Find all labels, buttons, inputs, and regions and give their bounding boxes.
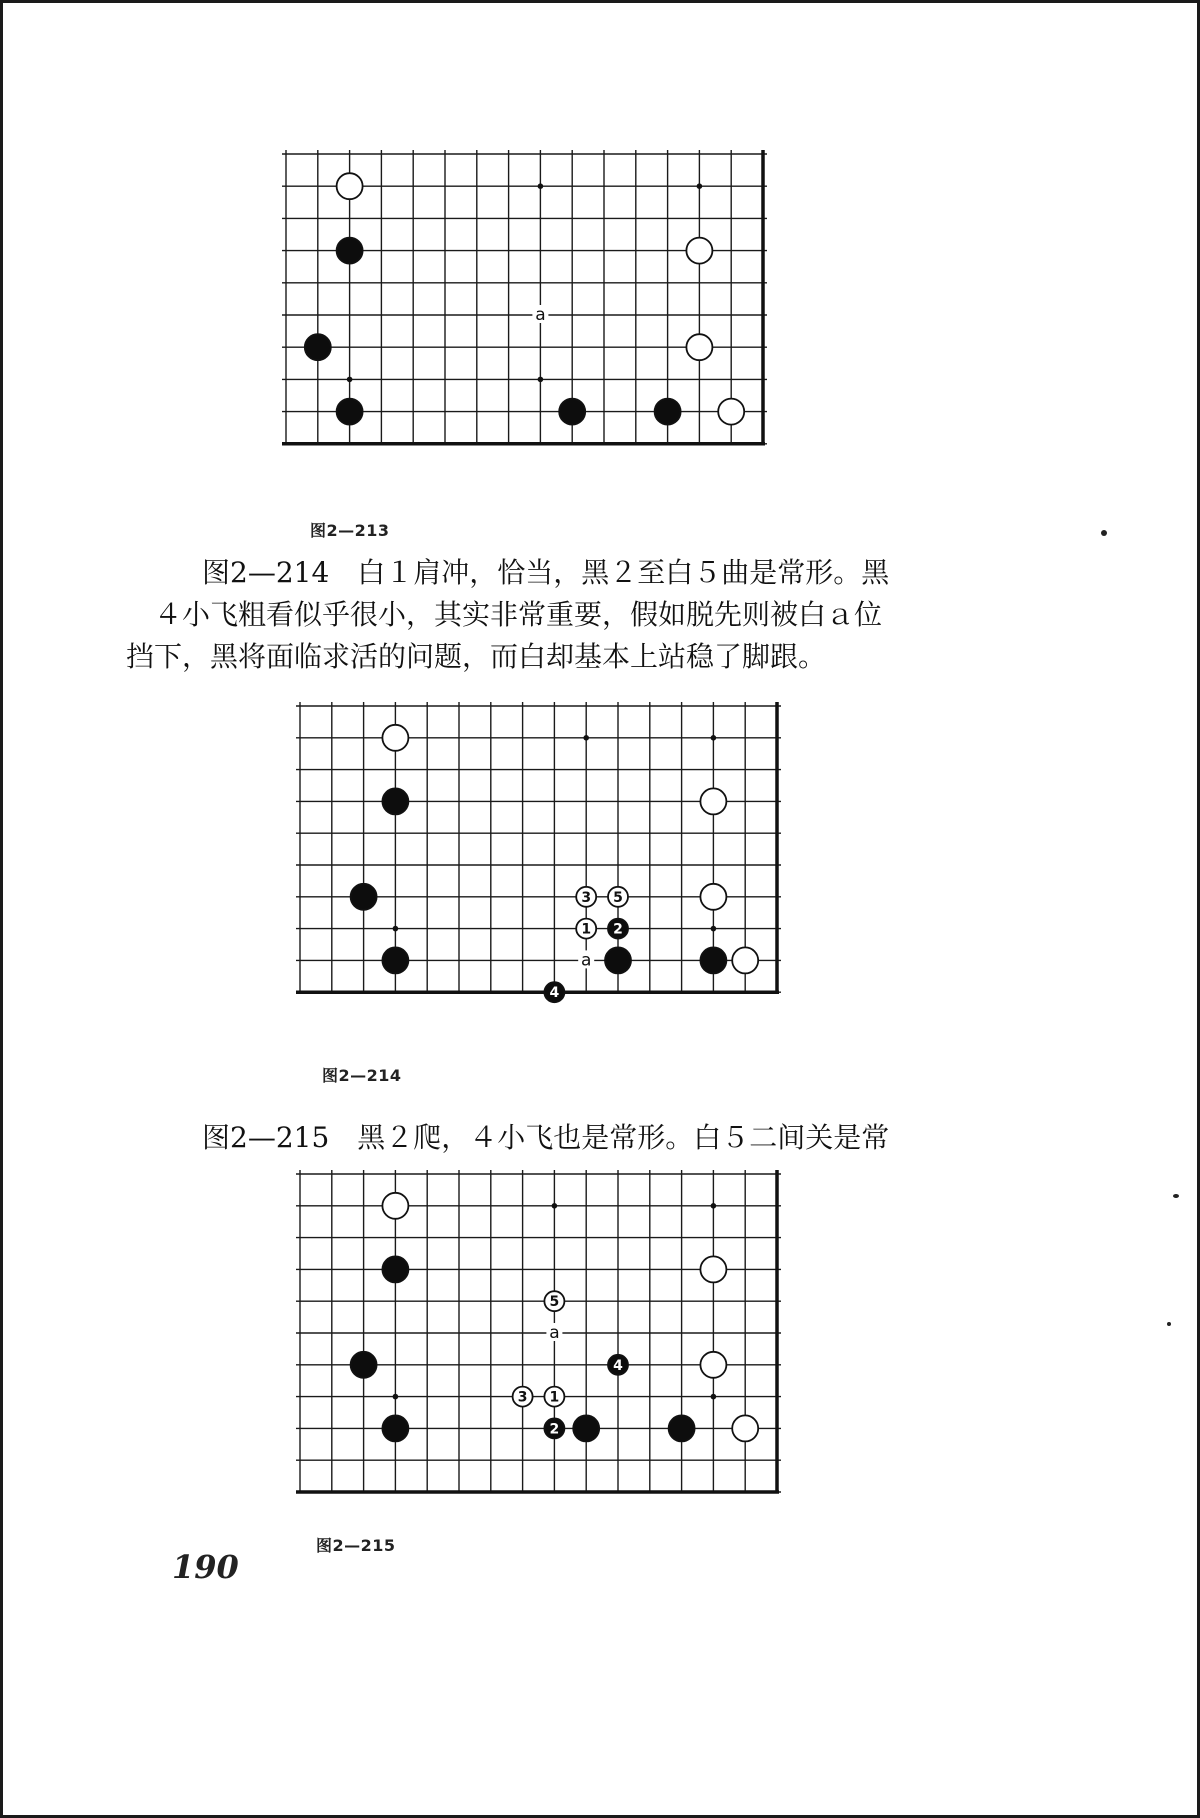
print-speck xyxy=(1173,1194,1179,1198)
figure-caption-213: 图2—213 xyxy=(310,521,390,540)
white-stone xyxy=(382,1193,408,1219)
paragraph-line: 挡下，黑将面临求活的问题，而白却基本上站稳了脚跟。 xyxy=(126,640,827,673)
black-stone xyxy=(351,1352,377,1378)
paragraph-line: 图2—215 黑２爬，４小飞也是常形。白５二间关是常 xyxy=(202,1121,890,1154)
black-stone xyxy=(382,1256,408,1282)
white-stone xyxy=(686,334,712,360)
page-number: 190 xyxy=(172,1548,239,1586)
board-marker-label: a xyxy=(535,305,546,325)
white-stone xyxy=(732,1415,758,1441)
go-board-figure-213 xyxy=(282,146,865,489)
stone-move-number: 1 xyxy=(549,1389,560,1406)
print-speck xyxy=(1101,530,1107,536)
star-point xyxy=(347,377,353,383)
star-point xyxy=(538,377,544,383)
star-point xyxy=(711,1203,717,1209)
figure-caption-215: 图2—215 xyxy=(316,1536,396,1555)
white-stone xyxy=(700,884,726,910)
stone-move-number: 5 xyxy=(549,1294,560,1311)
paragraph-line: ４小飞粗看似乎很小，其实非常重要，假如脱先则被白ａ位 xyxy=(154,598,883,631)
white-stone xyxy=(700,788,726,814)
white-stone xyxy=(382,725,408,751)
black-stone xyxy=(382,788,408,814)
white-stone xyxy=(718,399,744,425)
star-point xyxy=(393,926,399,932)
stone-move-number: 1 xyxy=(581,921,592,938)
black-stone xyxy=(605,947,631,973)
stone-move-number: 3 xyxy=(517,1389,528,1406)
go-board-figure-215 xyxy=(294,1164,879,1514)
stone-move-number: 4 xyxy=(613,1357,623,1374)
star-point xyxy=(711,926,717,932)
stone-move-number: 3 xyxy=(581,889,592,906)
print-speck xyxy=(1167,1322,1171,1326)
board-marker-label: a xyxy=(549,1323,560,1343)
black-stone xyxy=(337,399,363,425)
black-stone xyxy=(573,1415,599,1441)
star-point xyxy=(583,735,589,741)
go-board-figure-214 xyxy=(294,700,879,1030)
black-stone xyxy=(351,884,377,910)
star-point xyxy=(697,183,703,189)
black-stone xyxy=(337,238,363,264)
paragraph-figure-215 xyxy=(126,1117,1038,1159)
star-point xyxy=(552,1203,558,1209)
black-stone xyxy=(305,334,331,360)
black-stone xyxy=(559,399,585,425)
stone-move-number: 4 xyxy=(549,985,560,1002)
black-stone xyxy=(382,1415,408,1441)
paragraph-figure-214 xyxy=(126,552,1038,678)
black-stone xyxy=(669,1415,695,1441)
white-stone xyxy=(337,173,363,199)
black-stone xyxy=(382,947,408,973)
paragraph-line: 图2—214 白１肩冲，恰当，黑２至白５曲是常形。黑 xyxy=(202,556,890,589)
black-stone xyxy=(655,399,681,425)
star-point xyxy=(711,1394,717,1400)
black-stone xyxy=(700,947,726,973)
stone-move-number: 5 xyxy=(613,889,623,906)
white-stone xyxy=(686,238,712,264)
stone-move-number: 2 xyxy=(613,921,623,938)
stone-move-number: 2 xyxy=(549,1421,560,1438)
figure-caption-214: 图2—214 xyxy=(322,1066,402,1085)
white-stone xyxy=(732,947,758,973)
star-point xyxy=(711,735,717,741)
white-stone xyxy=(700,1352,726,1378)
star-point xyxy=(393,1394,399,1400)
white-stone xyxy=(700,1256,726,1282)
board-marker-label: a xyxy=(580,950,592,971)
star-point xyxy=(538,183,544,189)
